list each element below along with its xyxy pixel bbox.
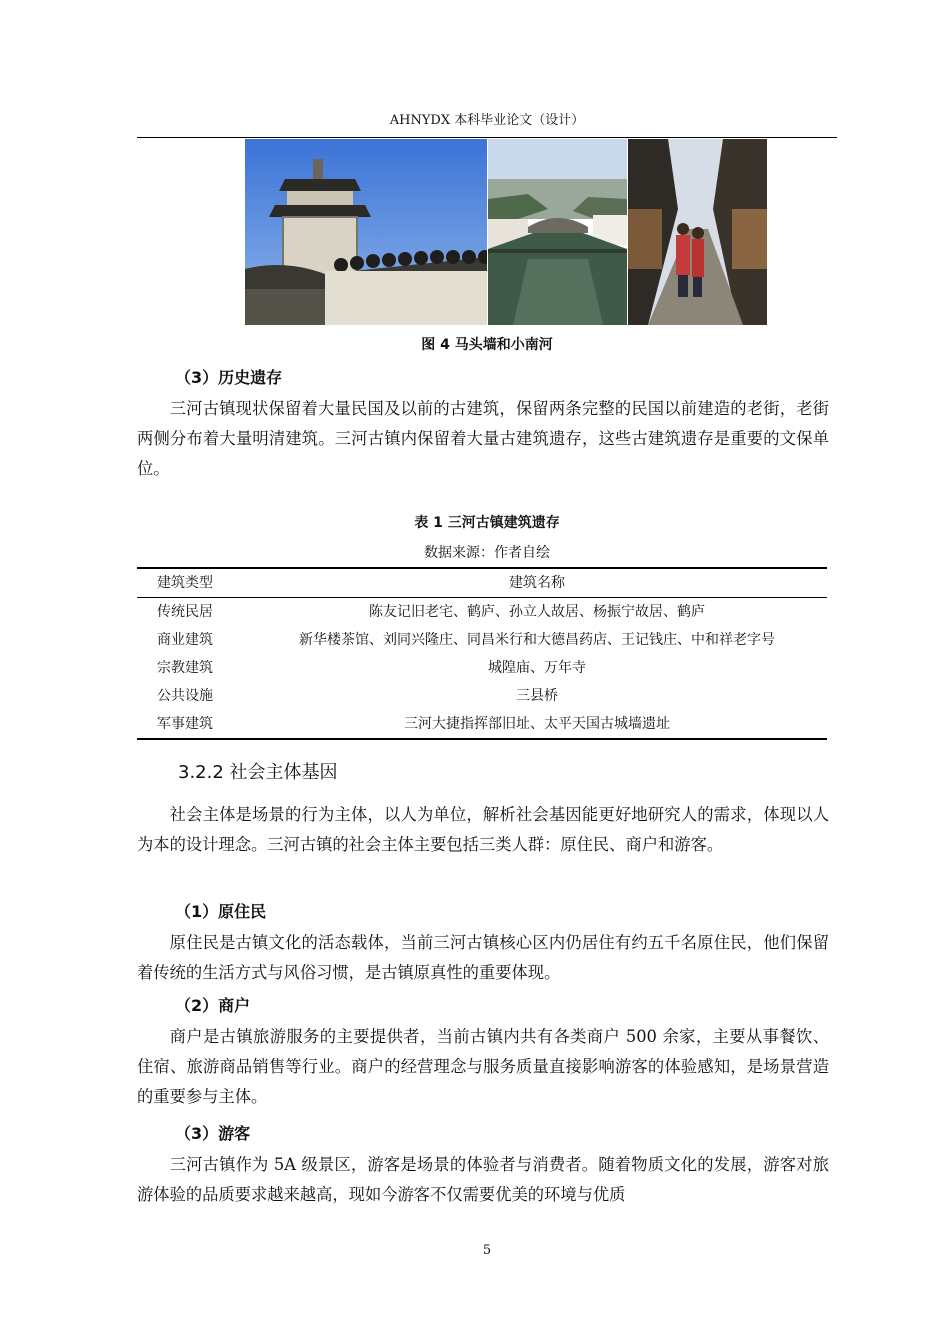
architecture-table: [137, 567, 827, 740]
xiaonan-river-photo: [488, 139, 627, 325]
residents-paragraph: 原住民是古镇文化的活态载体，当前三河古镇核心区内仍居住有约五千名原住民，他们保留着传统的生活方式与风俗习惯，是古镇原真性的重要体现。: [137, 933, 829, 982]
table-row: [137, 682, 827, 710]
heritage-paragraph: 三河古镇现状保留着大量民国及以前的古建筑，保留两条完整的民国以前建造的老街，老街两侧分布着大量明清建筑。三河古镇内保留着大量古建筑遗存，这些古建筑遗存是重要的文保单位。: [137, 399, 829, 478]
page-number: 5: [482, 1243, 492, 1258]
table-row: [137, 654, 827, 682]
column-header-name: 建筑名称: [247, 568, 827, 598]
old-street-photo: [628, 139, 767, 325]
residents-heading: （1）原住民: [175, 902, 267, 921]
table-caption: 表 1 三河古镇建筑遗存: [414, 515, 560, 531]
section-heading-3-2-2: 3.2.2 社会主体基因: [178, 762, 338, 783]
tourists-heading: （3）游客: [175, 1124, 251, 1143]
horse-head-wall-photo: [245, 139, 487, 325]
table-cell-name: 新华楼茶馆、刘同兴隆庄、同昌米行和大德昌药店、王记钱庄、中和祥老字号: [299, 632, 775, 648]
table-cell-type: 商业建筑: [157, 632, 213, 648]
table-cell-name: 三县桥: [516, 688, 558, 704]
heritage-heading: （3）历史遗存: [175, 368, 283, 387]
header-rule: [137, 137, 837, 138]
tourists-paragraph: 三河古镇作为 5A 级景区，游客是场景的体验者与消费者。随着物质文化的发展，游客对旅游体验的品质要求越来越高，现如今游客不仅需要优美的环境与优质: [137, 1155, 829, 1204]
merchants-heading: （2）商户: [175, 996, 251, 1015]
table-cell-name: 陈友记旧老宅、鹤庐、孙立人故居、杨振宁故居、鹤庐: [369, 604, 705, 620]
table-cell-type: 军事建筑: [157, 716, 213, 732]
table-source: 数据来源：作者自绘: [424, 545, 550, 561]
column-header-type: 建筑类型: [137, 568, 247, 598]
table-cell-type: 宗教建筑: [157, 660, 213, 676]
table-header-row: [137, 568, 827, 598]
social-paragraph: 社会主体是场景的行为主体，以人为单位，解析社会基因能更好地研究人的需求，体现以人为本的设计理念。三河古镇的社会主体主要包括三类人群：原住民、商户和游客。: [137, 805, 829, 854]
table-row: [137, 710, 827, 739]
table-cell-name: 三河大捷指挥部旧址、太平天国古城墙遗址: [404, 716, 670, 732]
table-cell-type: 传统民居: [157, 604, 213, 620]
figure-caption: 图 4 马头墙和小南河: [421, 337, 553, 353]
table-cell-type: 公共设施: [157, 688, 213, 704]
merchants-paragraph: 商户是古镇旅游服务的主要提供者，当前古镇内共有各类商户 500 余家，主要从事餐饮、住宿、旅游商品销售等行业。商户的经营理念与服务质量直接影响游客的体验感知，是场景营造的重要参与主体。: [137, 1027, 829, 1106]
page-header: AHNYDX 本科毕业论文（设计）: [389, 113, 585, 128]
table-row: [137, 626, 827, 654]
table-row: [137, 598, 827, 627]
table-cell-name: 城隍庙、万年寺: [488, 660, 586, 676]
figure-4-photos: [245, 139, 767, 325]
